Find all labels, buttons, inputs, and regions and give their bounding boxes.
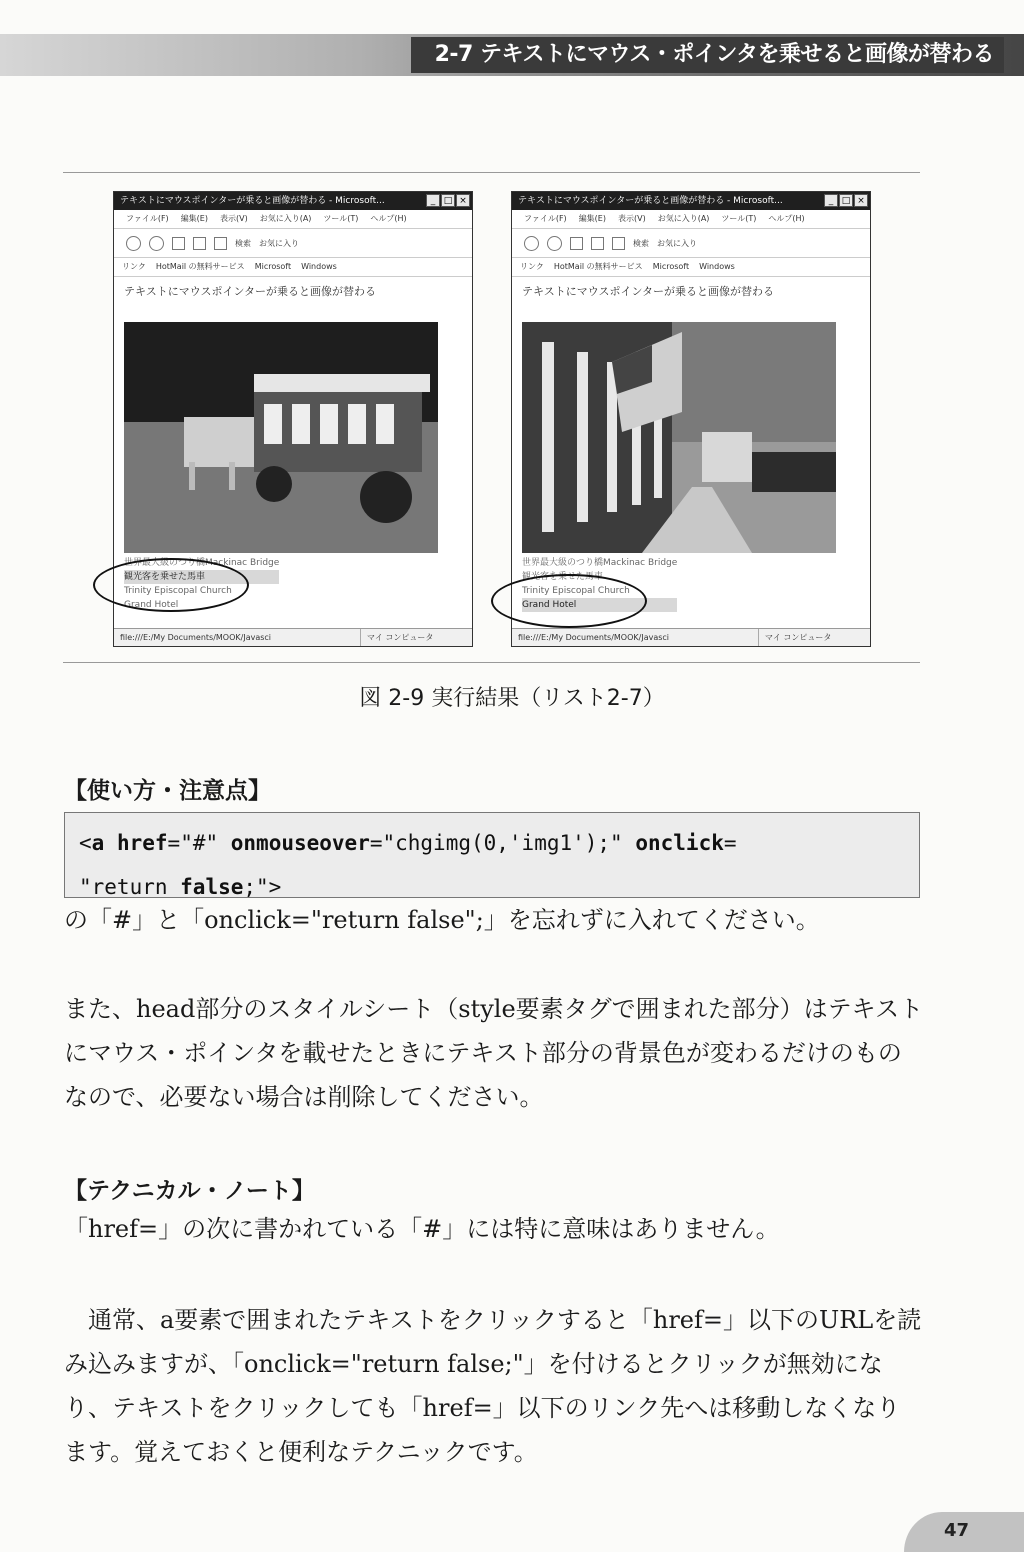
link-mackinac-bridge[interactable]: 世界最大級のつり橋Mackinac Bridge xyxy=(124,558,280,568)
link-windows[interactable]: Windows xyxy=(699,262,735,271)
link-windows[interactable]: Windows xyxy=(301,262,337,271)
code-attr-onclick: onclick xyxy=(635,831,724,855)
search-button[interactable]: 検索 xyxy=(633,238,649,248)
code-space xyxy=(104,831,117,855)
code-false: false xyxy=(180,875,244,899)
hotel-photo xyxy=(522,322,836,553)
link-hotmail[interactable]: HotMail の無料サービス xyxy=(553,262,643,271)
code-attr-href: href xyxy=(116,831,168,855)
code-attr-onmouseover: onmouseover xyxy=(230,831,370,855)
highlight-ellipse-right xyxy=(491,574,647,628)
carriage-photo xyxy=(124,322,438,553)
links-bar xyxy=(512,258,870,277)
back-icon[interactable] xyxy=(126,236,141,251)
stop-icon[interactable] xyxy=(570,237,583,250)
usage-heading: 【使い方・注意点】 xyxy=(64,778,271,804)
link-carriage[interactable]: 観光客を乗せた馬車 xyxy=(522,572,604,582)
menu-edit[interactable]: 編集(E) xyxy=(180,214,208,223)
link-carriage[interactable]: 観光客を乗せた馬車 xyxy=(124,570,279,584)
browser-toolbar xyxy=(114,229,472,258)
link-trinity-church[interactable]: Trinity Episcopal Church xyxy=(522,586,630,596)
usage-note: の「#」と「onclick="return false";」を忘れずに入れてください。 xyxy=(64,906,820,934)
menu-favorites[interactable]: お気に入り(A) xyxy=(259,214,312,223)
menu-file[interactable]: ファイル(F) xyxy=(126,214,169,223)
refresh-icon[interactable] xyxy=(591,237,604,250)
close-button[interactable]: × xyxy=(456,194,470,207)
status-bar xyxy=(512,628,870,646)
forward-icon[interactable] xyxy=(547,236,562,251)
figure-caption: 図 2-9 実行結果（リスト2-7） xyxy=(359,686,665,711)
status-bar xyxy=(114,628,472,646)
link-microsoft[interactable]: Microsoft xyxy=(652,262,690,271)
minimize-button[interactable]: _ xyxy=(824,194,838,207)
figure-top-rule xyxy=(63,172,920,173)
links-bar xyxy=(114,258,472,277)
back-icon[interactable] xyxy=(524,236,539,251)
refresh-icon[interactable] xyxy=(193,237,206,250)
technical-paragraph-1: 「href=」の次に書かれている「#」には特に意味はありません。 xyxy=(64,1215,780,1243)
window-title: テキストにマウスポインターが乗ると画像が替わる - Microsoft... xyxy=(120,196,385,206)
link-hotmail[interactable]: HotMail の無料サービス xyxy=(155,262,245,271)
link-grand-hotel[interactable]: Grand Hotel xyxy=(124,600,179,610)
maximize-button[interactable]: □ xyxy=(441,194,455,207)
links-label: リンク xyxy=(122,262,146,271)
technical-heading: 【テクニカル・ノート】 xyxy=(64,1178,315,1204)
highlight-ellipse-left xyxy=(93,558,249,612)
search-button[interactable]: 検索 xyxy=(235,238,251,248)
menu-favorites[interactable]: お気に入り(A) xyxy=(657,214,710,223)
link-mackinac-bridge[interactable]: 世界最大級のつり橋Mackinac Bridge xyxy=(522,558,678,568)
page-heading: テキストにマウスポインターが乗ると画像が替わる xyxy=(124,285,377,298)
favorites-button[interactable]: お気に入り xyxy=(259,238,299,248)
code-tag: a xyxy=(91,831,105,855)
chapter-title: 2-7 テキストにマウス・ポインタを乗せると画像が替わる xyxy=(411,37,1004,73)
menu-edit[interactable]: 編集(E) xyxy=(578,214,606,223)
code-eq: = xyxy=(723,831,737,855)
code-href-value: ="#" xyxy=(167,831,231,855)
code-onmouseover-value: ="chgimg(0,'img1');" xyxy=(369,831,636,855)
menu-bar xyxy=(512,210,870,229)
menu-help[interactable]: ヘルプ(H) xyxy=(768,214,805,223)
status-zone: マイ コンピュータ xyxy=(360,629,433,646)
usage-paragraph: また、head部分のスタイルシート（style要素タグで囲まれた部分）はテキストにマウス・ポインタを載せたときにテキスト部分の背景色が変わるだけのものなので、必要ない場合は削除してください。 xyxy=(64,995,924,1111)
page-number: 47 xyxy=(944,1520,970,1541)
menu-view[interactable]: 表示(V) xyxy=(617,214,646,223)
status-url: file:///E:/My Documents/MOOK/Javasci xyxy=(120,633,272,642)
menu-view[interactable]: 表示(V) xyxy=(219,214,248,223)
menu-bar xyxy=(114,210,472,229)
chapter-header-bar xyxy=(0,34,1024,76)
link-trinity-church[interactable]: Trinity Episcopal Church xyxy=(124,586,232,596)
menu-file[interactable]: ファイル(F) xyxy=(524,214,567,223)
menu-tools[interactable]: ツール(T) xyxy=(323,214,359,223)
code-end: ;"> xyxy=(243,875,282,899)
menu-help[interactable]: ヘルプ(H) xyxy=(370,214,407,223)
minimize-button[interactable]: _ xyxy=(426,194,440,207)
technical-paragraph-2: 通常、a要素で囲まれたテキストをクリックすると「href=」以下のURLを読み込みますが、「onclick="return false;"」を付けるとクリックが無効になり、テキストをクリックしても「href=」以下のリンク先へは移動しなくなります。覚えておくと便利なテクニックです。 xyxy=(64,1306,922,1466)
code-snippet xyxy=(64,812,920,898)
window-titlebar xyxy=(512,192,870,210)
maximize-button[interactable]: □ xyxy=(839,194,853,207)
forward-icon[interactable] xyxy=(149,236,164,251)
menu-tools[interactable]: ツール(T) xyxy=(721,214,757,223)
page-heading: テキストにマウスポインターが乗ると画像が替わる xyxy=(522,285,775,298)
window-titlebar xyxy=(114,192,472,210)
browser-toolbar xyxy=(512,229,870,258)
home-icon[interactable] xyxy=(214,237,227,250)
home-icon[interactable] xyxy=(612,237,625,250)
code-lt: < xyxy=(79,831,92,855)
figure-bottom-rule xyxy=(63,662,920,663)
links-label: リンク xyxy=(520,262,544,271)
status-url: file:///E:/My Documents/MOOK/Javasci xyxy=(518,633,670,642)
stop-icon[interactable] xyxy=(172,237,185,250)
code-return: "return xyxy=(79,875,181,899)
favorites-button[interactable]: お気に入り xyxy=(657,238,697,248)
link-grand-hotel[interactable]: Grand Hotel xyxy=(522,598,677,612)
status-zone: マイ コンピュータ xyxy=(758,629,831,646)
link-microsoft[interactable]: Microsoft xyxy=(254,262,292,271)
close-button[interactable]: × xyxy=(854,194,868,207)
window-title: テキストにマウスポインターが乗ると画像が替わる - Microsoft... xyxy=(518,196,783,206)
